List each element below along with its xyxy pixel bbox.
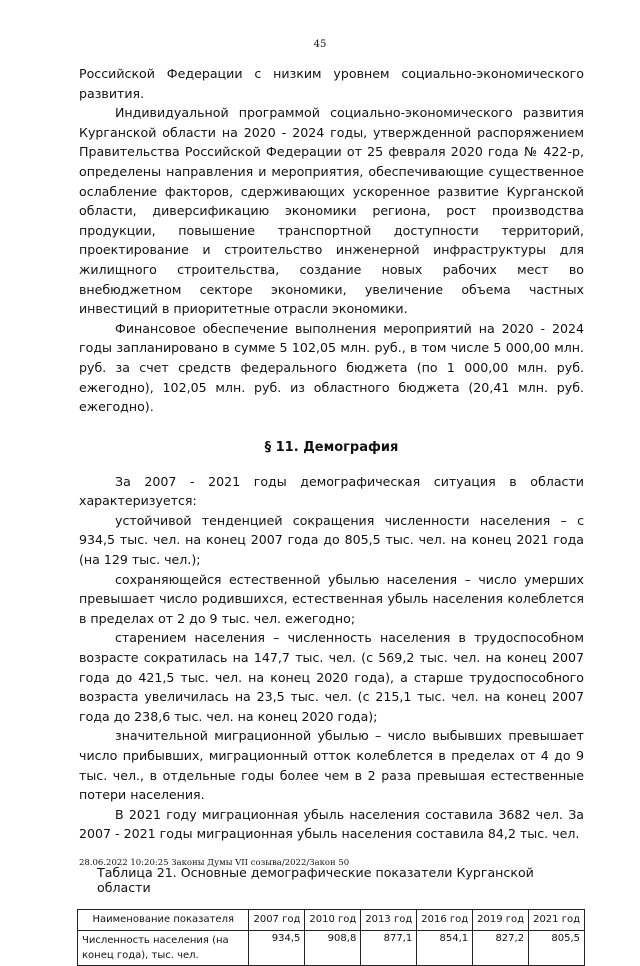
section-title: § 11. Демография [264,439,399,455]
header-2019: 2019 год [473,909,529,930]
cell-2016: 854,1 [417,930,473,965]
header-2007: 2007 год [249,909,305,930]
header-indicator: Наименование показателя [78,909,249,930]
table-caption: Таблица 21. Основные демографические показатели Курганской области [97,864,534,895]
header-2016: 2016 год [417,909,473,930]
paragraph-migration: значительной миграционной убылью – число выбывших превышает число прибывших, миграционный отток колеблется в пределах от 4 до 9 тыс. чел., в отдельные годы более чем в 2 раза превышая естественные потери населения. [79,728,584,803]
cell-indicator: Численность населения (на конец года), тыс. чел. [78,930,249,965]
cell-2021: 805,5 [529,930,585,965]
paragraph-continuation: Российской Федерации с низким уровнем социально-экономического развития. [79,66,584,101]
footer-stamp: 28.06.2022 10:20:25 Законы Думы VII созыва/2022/Закон 50 [79,858,350,868]
page-number: 45 [313,39,327,50]
paragraph-population-decline: устойчивой тенденцией сокращения численности населения – с 934,5 тыс. чел. на конец 2007 года до 805,5 тыс. чел. на конец 2021 года (на 129 тыс. чел.); [79,512,584,568]
cell-2019: 827,2 [473,930,529,965]
table-header-row [78,909,585,930]
header-2010: 2010 год [305,909,361,930]
demographic-table [77,909,585,966]
header-2021: 2021 год [529,909,585,930]
paragraph-natural-decrease: сохраняющейся естественной убылью населения – число умерших превышает число родившихся, естественная убыль населения колеблется в пределах от 2 до 9 тыс. чел. ежегодно; [79,571,584,626]
cell-2010: 908,8 [305,930,361,965]
paragraph-financing: Финансовое обеспечение выполнения мероприятий на 2020 - 2024 годы запланировано в сумме 5 102,05 млн. руб., в том числе 5 000,00 млн. руб. за счет средств федерального бюджета (по 1 000,00 млн. руб. ежегодно), 102,05 млн. руб. из областного бюджета (20,41 млн. руб. ежегодно). [79,320,584,415]
paragraph-demography-intro: За 2007 - 2021 годы демографическая ситуация в области характеризуется: [79,473,584,509]
cell-2007: 934,5 [249,930,305,965]
cell-2013: 877,1 [361,930,417,965]
table-row [78,930,585,965]
document-body [79,64,584,966]
paragraph-migration-2021: В 2021 году миграционная убыль населения составила 3682 чел. За 2007 - 2021 годы миграционная убыль населения составила 84,2 тыс. чел. [79,806,584,842]
paragraph-aging: старением населения – численность населения в трудоспособном возрасте сократилась на 147,7 тыс. чел. (с 569,2 тыс. чел. на конец 2007 года до 421,5 тыс. чел. на конец 2020 года), а старше трудоспособного возраста увеличилась на 23,5 тыс. чел. (с 215,1 тыс. чел. на конец 2007 года до 238,6 тыс. чел. на конец 2020 года); [79,630,584,724]
paragraph-program: Индивидуальной программой социально-экономического развития Курганской области на 2020 - 2024 годы, утвержденной распоряжением Правительства Российской Федерации от 25 февраля 2020 года № 422-р, определены направления и мероприятия, обеспечивающие существенное ослабление факторов, сдерживающих ускоренное развитие Курганской области, диверсификацию экономики региона, рост производства продукции, повышение транспортной доступности территорий, проектирование и строительство инженерной инфраструктуры для жилищного строительства, создание новых рабочих мест во внебюджетном секторе экономики, увеличение объема частных инвестиций в приоритетные отрасли экономики. [79,105,584,317]
header-2013: 2013 год [361,909,417,930]
